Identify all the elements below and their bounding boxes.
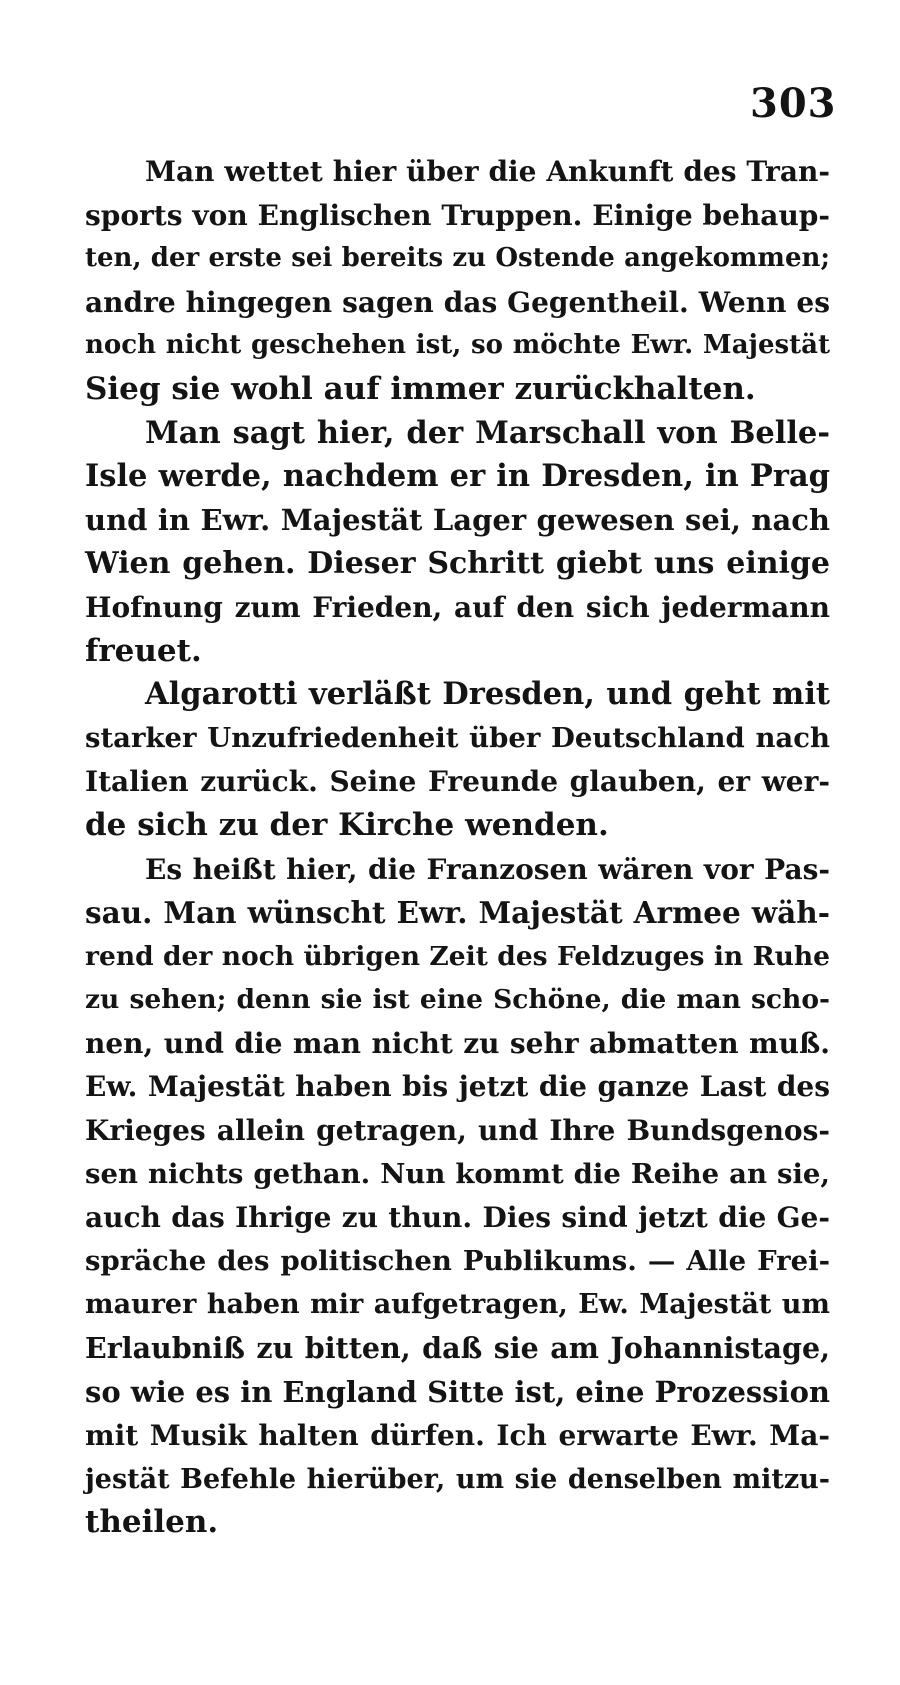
text-line: Es heißt hier, die Franzosen wären vor Pas- bbox=[145, 852, 830, 886]
text-line: nen, und die man nicht zu sehr abmatten muß. bbox=[85, 1026, 830, 1060]
text-line: andre hingegen sagen das Gegentheil. Wenn es bbox=[85, 285, 830, 319]
text-line: auch das Ihrige zu thun. Dies sind jetzt die Ge- bbox=[85, 1201, 830, 1235]
text-line: rend der noch übrigen Zeit des Feldzuges in Ruhe bbox=[85, 940, 830, 972]
paragraph-passau-freemasons bbox=[85, 848, 830, 1546]
body-text bbox=[85, 150, 830, 1545]
text-line: Man wettet hier über die Ankunft des Tran- bbox=[145, 155, 830, 188]
text-line: Algarotti verläßt Dresden, und geht mit bbox=[145, 676, 830, 713]
text-line: theilen. bbox=[85, 1504, 219, 1541]
text-line: Krieges allein getragen, und Ihre Bundsgenos- bbox=[85, 1114, 830, 1148]
paragraph-algarotti bbox=[85, 673, 830, 847]
text-line: Isle werde, nachdem er in Dresden, in Prag bbox=[85, 458, 830, 495]
text-line: noch nicht geschehen ist, so möchte Ewr. Majestät bbox=[85, 330, 830, 361]
text-line: Man sagt hier, der Marschall von Belle- bbox=[145, 414, 830, 451]
text-line: spräche des politischen Publikums. — Alle Frei- bbox=[85, 1244, 830, 1277]
text-line: Hofnung zum Frieden, auf den sich jedermann bbox=[85, 590, 830, 624]
text-line: sen nichts gethan. Nun kommt die Reihe an sie, bbox=[85, 1157, 830, 1190]
text-line: sau. Man wünscht Ewr. Majestät Armee wäh- bbox=[85, 895, 830, 931]
text-line: so wie es in England Sitte ist, eine Prozession bbox=[85, 1374, 830, 1409]
text-line: de sich zu der Kirche wenden. bbox=[85, 806, 609, 843]
paragraph-belle-isle bbox=[85, 412, 830, 674]
text-line: ten, der erste sei bereits zu Ostende angekommen; bbox=[85, 243, 830, 274]
text-line: starker Unzufriedenheit über Deutschland nach bbox=[85, 721, 830, 754]
text-line: freuet. bbox=[85, 632, 202, 669]
text-line: Erlaubniß zu bitten, daß sie am Johannistage, bbox=[85, 1331, 830, 1366]
paragraph-transport-rumor bbox=[85, 150, 830, 412]
text-line: Sieg sie wohl auf immer zurückhalten. bbox=[85, 370, 756, 407]
text-line: sports von Englischen Truppen. Einige behaup- bbox=[85, 198, 830, 232]
text-line: zu sehen; denn sie ist eine Schöne, die man scho- bbox=[85, 984, 830, 1016]
text-line: und in Ewr. Majestät Lager gewesen sei, nach bbox=[85, 502, 830, 537]
text-line: mit Musik halten dürfen. Ich erwarte Ewr. Ma- bbox=[85, 1419, 830, 1453]
text-line: maurer haben mir aufgetragen, Ew. Majestät um bbox=[85, 1289, 830, 1321]
text-line: Ew. Majestät haben bis jetzt die ganze Last des bbox=[85, 1070, 830, 1104]
text-line: jestät Befehle hierüber, um sie denselben mitzu- bbox=[85, 1463, 830, 1495]
page-number: 303 bbox=[750, 80, 837, 127]
text-line: Wien gehen. Dieser Schritt giebt uns einige bbox=[85, 546, 830, 582]
text-line: Italien zurück. Seine Freunde glauben, er wer- bbox=[85, 765, 830, 799]
